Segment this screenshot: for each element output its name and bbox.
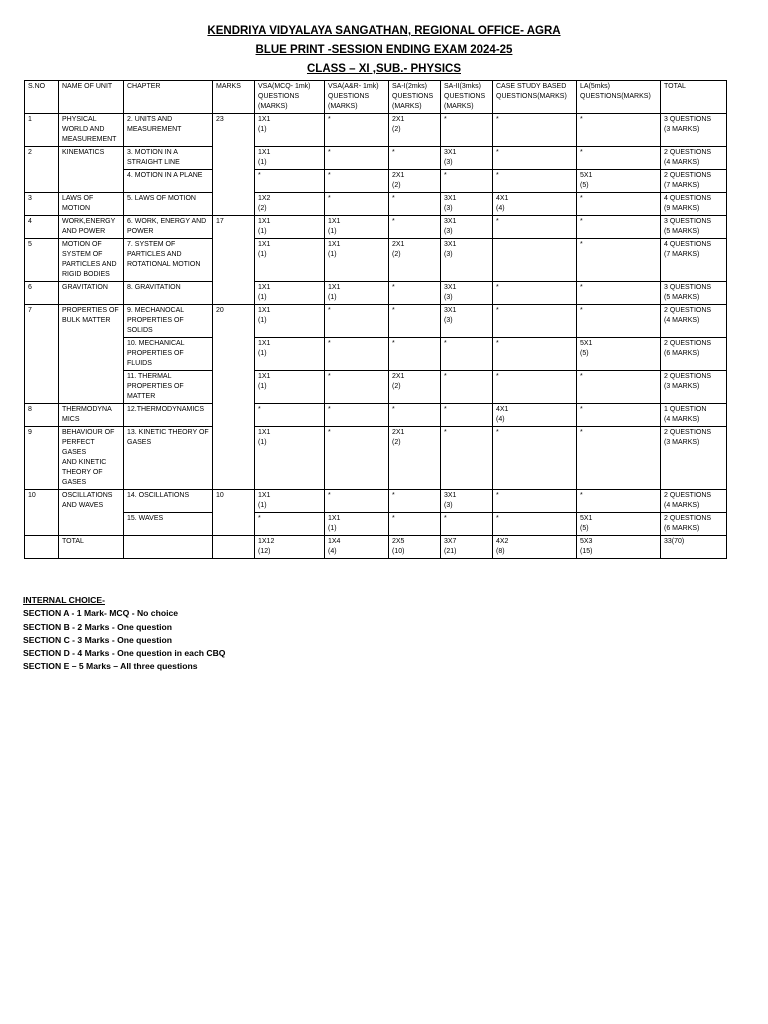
cell-sa1: * xyxy=(389,282,441,305)
cell-sno: 10 xyxy=(25,490,59,536)
cell-sno: 4 xyxy=(25,216,59,239)
cell-sa2: * xyxy=(441,427,493,490)
cell-total: 3 QUESTIONS (5 MARKS) xyxy=(661,282,727,305)
header-line-1-text: KENDRIYA VIDYALAYA SANGATHAN, REGIONAL OFFICE- AGRA xyxy=(207,25,561,37)
cell-unit: MOTION OF SYSTEM OF PARTICLES AND RIGID BODIES xyxy=(59,239,124,282)
header-line-3-text: CLASS – XI ,SUB.- PHYSICS xyxy=(306,63,461,75)
cell-vsa-mcq: 1X1 (1) xyxy=(255,305,325,338)
cell-total: 2 QUESTIONS (6 MARKS) xyxy=(661,338,727,371)
cell-la: * xyxy=(577,305,661,338)
cell-la: * xyxy=(577,216,661,239)
cell-sno: 9 xyxy=(25,427,59,490)
cell-chapter: 15. WAVES xyxy=(124,513,213,536)
cell-unit: LAWS OF MOTION xyxy=(59,193,124,216)
cell-sa1: * xyxy=(389,193,441,216)
cell-chapter: 4. MOTION IN A PLANE xyxy=(124,170,213,193)
col-header-vsa-mcq: VSA(MCQ- 1mk) QUESTIONS (MARKS) xyxy=(255,81,325,114)
cell-unit: TOTAL xyxy=(59,536,124,559)
cell-vsa-ar: * xyxy=(325,305,389,338)
cell-total: 4 QUESTIONS (9 MARKS) xyxy=(661,193,727,216)
cell-la: * xyxy=(577,490,661,513)
table-row xyxy=(25,338,727,371)
cell-la: * xyxy=(577,193,661,216)
cell-sno: 3 xyxy=(25,193,59,216)
cell-la: * xyxy=(577,114,661,147)
cell-vsa-ar: 1X1 (1) xyxy=(325,216,389,239)
cell-vsa-mcq: * xyxy=(255,513,325,536)
cell-sno: 5 xyxy=(25,239,59,282)
cell-sno: 8 xyxy=(25,404,59,427)
cell-vsa-ar: * xyxy=(325,427,389,490)
col-header-vsa-ar: VSA(A&R- 1mk) QUESTIONS (MARKS) xyxy=(325,81,389,114)
cell-sa1: * xyxy=(389,513,441,536)
cell-marks: 10 xyxy=(213,490,255,536)
cell-vsa-mcq: 1X1 (1) xyxy=(255,427,325,490)
cell-sa2: * xyxy=(441,338,493,371)
cell-chapter: 10. MECHANICAL PROPERTIES OF FLUIDS xyxy=(124,338,213,371)
cell-marks: 23 xyxy=(213,114,255,216)
cell-vsa-ar: * xyxy=(325,404,389,427)
cell-vsa-mcq: 1X1 (1) xyxy=(255,239,325,282)
cell-total: 2 QUESTIONS (6 MARKS) xyxy=(661,513,727,536)
cell-chapter: 5. LAWS OF MOTION xyxy=(124,193,213,216)
table-row xyxy=(25,305,727,338)
header-line-1 xyxy=(0,25,768,37)
cell-case-study: * xyxy=(493,305,577,338)
cell-sa2: * xyxy=(441,170,493,193)
cell-unit: BEHAVIOUR OF PERFECT GASES AND KINETIC THEORY OF GASES xyxy=(59,427,124,490)
col-header-unit: NAME OF UNIT xyxy=(59,81,124,114)
cell-sa2: * xyxy=(441,404,493,427)
cell-total: 2 QUESTIONS (4 MARKS) xyxy=(661,490,727,513)
cell-sa2: 3X1 (3) xyxy=(441,216,493,239)
cell-total: 2 QUESTIONS (7 MARKS) xyxy=(661,170,727,193)
cell-unit: WORK,ENERGY AND POWER xyxy=(59,216,124,239)
cell-sa2: 3X1 (3) xyxy=(441,282,493,305)
col-header-sno: S.NO xyxy=(25,81,59,114)
col-header-sa2: SA-II(3mks) QUESTIONS (MARKS) xyxy=(441,81,493,114)
cell-sno xyxy=(25,536,59,559)
col-header-total: TOTAL xyxy=(661,81,727,114)
notes-title: INTERNAL CHOICE- xyxy=(23,595,105,605)
cell-case-study: * xyxy=(493,114,577,147)
col-header-chapter: CHAPTER xyxy=(124,81,213,114)
cell-total: 2 QUESTIONS (3 MARKS) xyxy=(661,371,727,404)
table-row xyxy=(25,239,727,282)
table-row xyxy=(25,371,727,404)
cell-unit: PROPERTIES OF BULK MATTER xyxy=(59,305,124,404)
cell-sa2: 3X1 (3) xyxy=(441,193,493,216)
cell-total: 1 QUESTION (4 MARKS) xyxy=(661,404,727,427)
cell-vsa-ar: * xyxy=(325,338,389,371)
cell-chapter: 6. WORK, ENERGY AND POWER xyxy=(124,216,213,239)
cell-sa1: * xyxy=(389,490,441,513)
table-row xyxy=(25,404,727,427)
cell-sa1: 2X1 (2) xyxy=(389,371,441,404)
cell-sno: 2 xyxy=(25,147,59,193)
cell-chapter: 2. UNITS AND MEASUREMENT xyxy=(124,114,213,147)
cell-la: * xyxy=(577,404,661,427)
cell-case-study: * xyxy=(493,513,577,536)
table-row xyxy=(25,193,727,216)
cell-sa1: * xyxy=(389,338,441,371)
cell-vsa-mcq: 1X1 (1) xyxy=(255,338,325,371)
cell-vsa-mcq: 1X1 (1) xyxy=(255,371,325,404)
cell-sa1: 2X1 (2) xyxy=(389,114,441,147)
cell-chapter: 8. GRAVITATION xyxy=(124,282,213,305)
cell-vsa-mcq: 1X1 (1) xyxy=(255,490,325,513)
cell-vsa-ar: * xyxy=(325,371,389,404)
table-total-row xyxy=(25,536,727,559)
cell-vsa-mcq: 1X1 (1) xyxy=(255,114,325,147)
cell-case-study: 4X2 (8) xyxy=(493,536,577,559)
header-line-3 xyxy=(0,63,768,75)
cell-vsa-ar: 1X1 (1) xyxy=(325,282,389,305)
table-row xyxy=(25,427,727,490)
cell-la: 5X3 (15) xyxy=(577,536,661,559)
cell-sa2: * xyxy=(441,371,493,404)
cell-vsa-ar: * xyxy=(325,193,389,216)
cell-la: 5X1 (5) xyxy=(577,513,661,536)
cell-sa1: 2X1 (2) xyxy=(389,239,441,282)
cell-case-study: * xyxy=(493,490,577,513)
cell-la: 5X1 (5) xyxy=(577,170,661,193)
cell-unit: THERMODYNA MICS xyxy=(59,404,124,427)
cell-sa1: 2X1 (2) xyxy=(389,170,441,193)
table-header-row xyxy=(25,81,727,114)
cell-unit: GRAVITATION xyxy=(59,282,124,305)
cell-sa1: 2X5 (10) xyxy=(389,536,441,559)
cell-sa1: * xyxy=(389,216,441,239)
cell-chapter: 9. MECHANOCAL PROPERTIES OF SOLIDS xyxy=(124,305,213,338)
cell-unit: PHYSICAL WORLD AND MEASUREMENT xyxy=(59,114,124,147)
cell-sa2: 3X1 (3) xyxy=(441,147,493,170)
cell-case-study: * xyxy=(493,371,577,404)
cell-total: 3 QUESTIONS (5 MARKS) xyxy=(661,216,727,239)
cell-vsa-mcq: 1X12 (12) xyxy=(255,536,325,559)
cell-sa2: 3X1 (3) xyxy=(441,305,493,338)
cell-la: * xyxy=(577,147,661,170)
cell-total: 2 QUESTIONS (3 MARKS) xyxy=(661,427,727,490)
cell-total: 3 QUESTIONS (3 MARKS) xyxy=(661,114,727,147)
cell-case-study: * xyxy=(493,338,577,371)
cell-sno: 1 xyxy=(25,114,59,147)
cell-chapter xyxy=(124,536,213,559)
notes-item: SECTION E – 5 Marks – All three questions xyxy=(23,661,198,672)
cell-vsa-ar: * xyxy=(325,114,389,147)
table-row xyxy=(25,170,727,193)
cell-vsa-mcq: 1X1 (1) xyxy=(255,282,325,305)
cell-case-study: * xyxy=(493,427,577,490)
cell-marks xyxy=(213,536,255,559)
cell-total: 2 QUESTIONS (4 MARKS) xyxy=(661,147,727,170)
blueprint-table xyxy=(24,80,727,559)
col-header-sa1: SA-I(2mks) QUESTIONS (MARKS) xyxy=(389,81,441,114)
cell-sa2: 3X1 (3) xyxy=(441,490,493,513)
cell-chapter: 7. SYSTEM OF PARTICLES AND ROTATIONAL MOTION xyxy=(124,239,213,282)
cell-chapter: 14. OSCILLATIONS xyxy=(124,490,213,513)
cell-total: 2 QUESTIONS (4 MARKS) xyxy=(661,305,727,338)
col-header-case-study: CASE STUDY BASED QUESTIONS(MARKS) xyxy=(493,81,577,114)
cell-chapter: 3. MOTION IN A STRAIGHT LINE xyxy=(124,147,213,170)
cell-vsa-ar: 1X1 (1) xyxy=(325,239,389,282)
notes-item: SECTION D - 4 Marks - One question in each CBQ xyxy=(23,648,226,659)
cell-unit: KINEMATICS xyxy=(59,147,124,193)
internal-choice-notes xyxy=(23,594,225,674)
cell-vsa-mcq: 1X1 (1) xyxy=(255,216,325,239)
cell-sa2: 3X1 (3) xyxy=(441,239,493,282)
notes-item: SECTION C - 3 Marks - One question xyxy=(23,634,172,645)
col-header-la: LA(5mks) QUESTIONS(MARKS) xyxy=(577,81,661,114)
cell-vsa-ar: 1X4 (4) xyxy=(325,536,389,559)
cell-vsa-ar: * xyxy=(325,147,389,170)
notes-item: SECTION B - 2 Marks - One question xyxy=(23,621,172,632)
cell-la: * xyxy=(577,282,661,305)
cell-case-study xyxy=(493,239,577,282)
table-row xyxy=(25,282,727,305)
cell-case-study: * xyxy=(493,147,577,170)
cell-vsa-ar: 1X1 (1) xyxy=(325,513,389,536)
cell-case-study: * xyxy=(493,170,577,193)
cell-total: 33(70) xyxy=(661,536,727,559)
cell-sno: 7 xyxy=(25,305,59,404)
header-line-2 xyxy=(0,44,768,56)
cell-sa1: 2X1 (2) xyxy=(389,427,441,490)
cell-vsa-mcq: * xyxy=(255,170,325,193)
table-row xyxy=(25,513,727,536)
table-row xyxy=(25,147,727,170)
cell-case-study: 4X1 (4) xyxy=(493,193,577,216)
header-line-2-text: BLUE PRINT -SESSION ENDING EXAM 2024-25 xyxy=(255,44,513,56)
cell-sno: 6 xyxy=(25,282,59,305)
cell-sa1: * xyxy=(389,305,441,338)
cell-sa1: * xyxy=(389,147,441,170)
cell-vsa-mcq: 1X1 (1) xyxy=(255,147,325,170)
cell-sa2: * xyxy=(441,513,493,536)
cell-vsa-mcq: * xyxy=(255,404,325,427)
cell-case-study: * xyxy=(493,216,577,239)
cell-chapter: 12.THERMODYNAMICS xyxy=(124,404,213,427)
table-row xyxy=(25,490,727,513)
table-row xyxy=(25,216,727,239)
cell-chapter: 13. KINETIC THEORY OF GASES xyxy=(124,427,213,490)
cell-chapter: 11. THERMAL PROPERTIES OF MATTER xyxy=(124,371,213,404)
cell-marks: 20 xyxy=(213,305,255,490)
cell-case-study: * xyxy=(493,282,577,305)
notes-item: SECTION A - 1 Mark- MCQ - No choice xyxy=(23,608,179,619)
cell-vsa-mcq: 1X2 (2) xyxy=(255,193,325,216)
cell-total: 4 QUESTIONS (7 MARKS) xyxy=(661,239,727,282)
cell-sa2: * xyxy=(441,114,493,147)
cell-sa2: 3X7 (21) xyxy=(441,536,493,559)
cell-la: * xyxy=(577,427,661,490)
cell-la: * xyxy=(577,239,661,282)
table-row xyxy=(25,114,727,147)
cell-marks: 17 xyxy=(213,216,255,305)
cell-case-study: 4X1 (4) xyxy=(493,404,577,427)
cell-unit: OSCILLATIONS AND WAVES xyxy=(59,490,124,536)
cell-vsa-ar: * xyxy=(325,170,389,193)
col-header-marks: MARKS xyxy=(213,81,255,114)
cell-vsa-ar: * xyxy=(325,490,389,513)
cell-sa1: * xyxy=(389,404,441,427)
cell-la: 5X1 (5) xyxy=(577,338,661,371)
cell-la: * xyxy=(577,371,661,404)
